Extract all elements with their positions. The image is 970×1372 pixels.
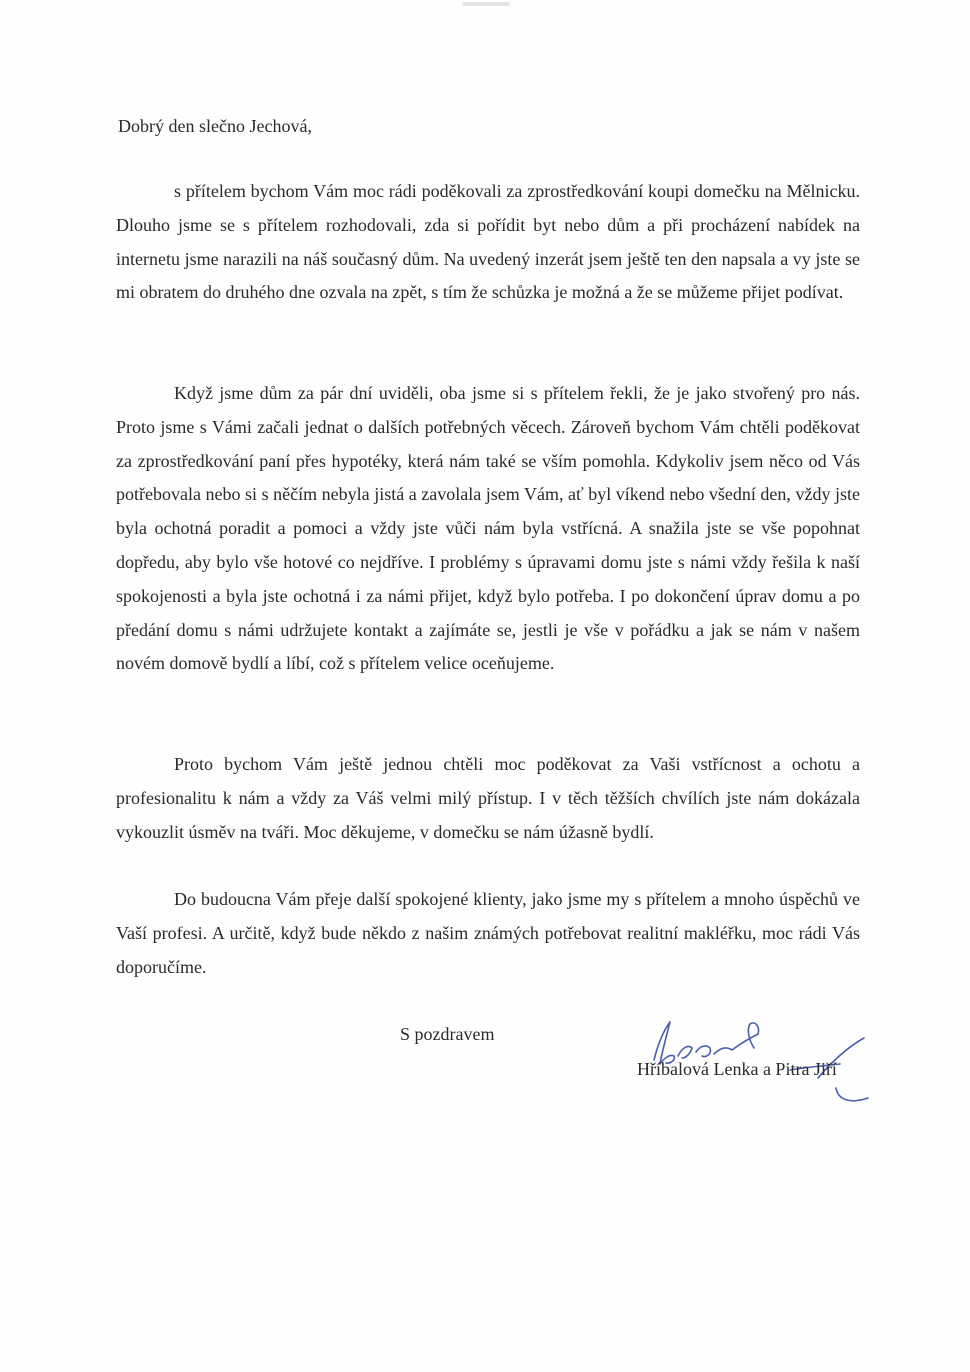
letter-paragraph-1: s přítelem bychom Vám moc rádi poděkovali za zprostředkování koupi domečku na Mělnicku. Dlouho jsme se s přítelem rozhodovali, zda si pořídit byt nebo dům a při procházení nabídek na internetu jsme narazili na náš současný dům. Na uvedený inzerát jsem ještě ten den napsala a vy jste se mi obratem do druhého dne ozvala na zpět, s tím že schůzka je možná a že se můžeme přijet podívat. (116, 181, 860, 303)
letter-greeting: Dobrý den slečno Jechová, (118, 116, 312, 136)
letter-paragraph-3: Proto bychom Vám ještě jednou chtěli moc poděkovat za Vaši vstřícnost a ochotu a profesionalitu k nám a vždy za Váš velmi milý přístup. I v těch těžších chvílích jste nám dokázala vykouzlit úsměv na tváři. Moc děkujeme, v domečku se nám úžasně bydlí. (116, 754, 860, 842)
scan-artifact (462, 2, 510, 6)
letter-signatories: Hříbalová Lenka a Pitra Jiří (637, 1059, 837, 1079)
letter-paragraph-4: Do budoucna Vám přeje další spokojené klienty, jako jsme my s přítelem a mnoho úspěchů ve Vaší profesi. A určitě, když bude někdo z našim známých potřebovat realitní makléřku, moc rádi Vás doporučíme. (116, 889, 860, 977)
letter-paragraph-2: Když jsme dům za pár dní uviděli, oba jsme si s přítelem řekli, že je jako stvořený pro nás. Proto jsme s Vámi začali jednat o dalších potřebných věcech. Zároveň bychom Vám chtěli poděkovat za zprostředkování paní přes hypotéky, která nám také se vším pomohla. Kdykoliv jsem něco od Vás potřebovala nebo si s něčím nebyla jistá a zavolala jsem Vám, ať byl víkend nebo všední den, vždy jste byla ochotná poradit a pomoci a vždy jste vůči nám byla vstřícná. A snažila jste se vše popohnat dopředu, aby bylo vše hotové co nejdříve. I problémy s úpravami domu jste s námi vždy řešila k naší spokojenosti a byla jste ochotná i za námi přijet, když bylo potřeba. I po dokončení úprav domu a po předání domu s námi udržujete kontakt a zajímáte se, jestli je vše v pořádku a jak se nám v našem novém domově bydlí a líbí, což s přítelem velice oceňujeme. (116, 383, 860, 674)
letter-closing: S pozdravem (400, 1024, 495, 1044)
